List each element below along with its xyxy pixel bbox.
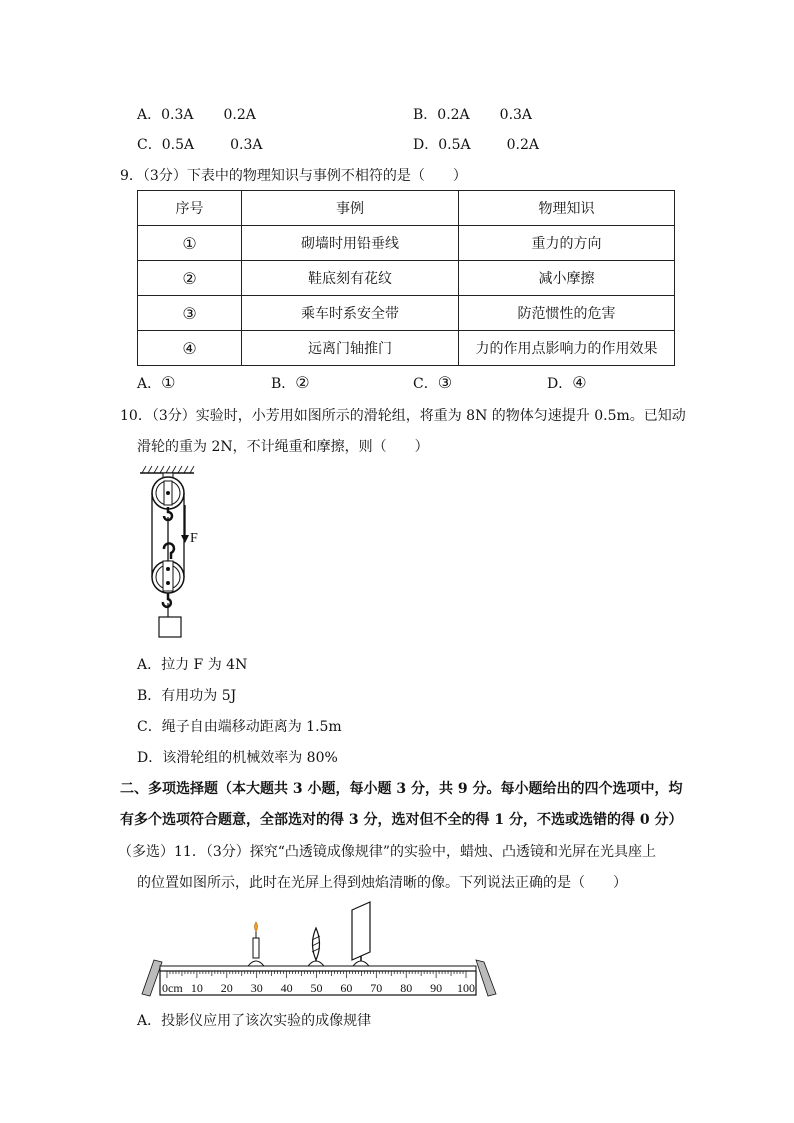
ruler-tick-label: 30 — [250, 981, 263, 995]
option-text: ① — [161, 373, 176, 392]
ruler-tick-label: 50 — [310, 981, 323, 995]
table-cell: ④ — [138, 331, 242, 366]
option-label: A． — [137, 107, 162, 123]
ruler-tick-label: 90 — [430, 981, 443, 995]
q8-option-b — [413, 104, 532, 124]
option-value-1: 0.5A — [438, 137, 471, 153]
table-cell: 重力的方向 — [459, 226, 675, 261]
option-label: C． — [413, 376, 438, 392]
ruler-tick-label: 80 — [400, 981, 413, 995]
table-cell: 乘车时系安全带 — [242, 296, 459, 331]
q9-option-d — [547, 373, 587, 393]
option-label: D． — [547, 376, 573, 392]
q10-option-a: A．拉力 F 为 4N — [137, 657, 248, 673]
option-value-1: 0.3A — [161, 107, 194, 123]
option-label: B． — [413, 107, 438, 123]
force-label: F — [190, 531, 198, 546]
table-cell: 减小摩擦 — [459, 261, 675, 296]
option-value-2: 0.2A — [223, 107, 256, 123]
option-label: C． — [137, 137, 162, 153]
table-cell: 远离门轴推门 — [242, 331, 459, 366]
table-cell: ② — [138, 261, 242, 296]
option-value-1: 0.5A — [161, 137, 195, 153]
q8-option-c — [137, 134, 262, 154]
ruler-tick-label: 20 — [220, 981, 233, 995]
q11-option-a: A．投影仪应用了该次实验的成像规律 — [137, 1013, 372, 1029]
q11-stem-line1: （多选）11．（3分）探究“凸透镜成像规律”的实验中，蜡烛、凸透镜和光屏在光具座上 — [118, 844, 657, 860]
table-cell: ① — [138, 226, 242, 261]
option-value-2: 0.3A — [230, 137, 263, 153]
table-row — [138, 226, 675, 261]
section2-heading-line2: 有多个选项符合题意，全部选对的得 3 分，选对但不全的得 1 分，不选或选错的得 0 分） — [120, 812, 683, 828]
q9-option-c — [413, 373, 452, 393]
q10-stem-line1: 10．（3分）实验时，小芳用如图所示的滑轮组，将重为 8N 的物体匀速提升 0.5m。已知动 — [120, 408, 686, 424]
ruler-tick-label: 10 — [190, 981, 203, 995]
table-header-row — [138, 191, 675, 226]
ruler-tick-label: 60 — [340, 981, 353, 995]
ruler-tick-label: 70 — [370, 981, 383, 995]
ruler-tick-label: 0cm — [162, 981, 183, 995]
q8-option-d — [413, 134, 539, 154]
q10-option-c: C．绳子自由端移动距离为 1.5m — [137, 719, 342, 735]
optical-bench-figure — [140, 898, 500, 1003]
q9-stem: 9．（3分）下表中的物理知识与事例不相符的是（ ） — [120, 168, 467, 184]
table-header: 序号 — [138, 191, 242, 226]
option-label: A． — [137, 376, 162, 392]
option-label: B． — [271, 376, 296, 392]
ruler-tick-label: 40 — [280, 981, 293, 995]
q10-option-b: B．有用功为 5J — [137, 688, 237, 704]
table-cell: 力的作用点影响力的作用效果 — [459, 331, 675, 366]
option-text: ② — [295, 373, 310, 392]
table-cell: ③ — [138, 296, 242, 331]
q11-stem-line2: 的位置如图所示，此时在光屏上得到烛焰清晰的像。下列说法正确的是（ ） — [137, 875, 627, 891]
option-text: ③ — [437, 373, 453, 392]
option-value-2: 0.2A — [506, 137, 539, 153]
table-row — [138, 296, 675, 331]
knowledge-table — [137, 190, 675, 366]
section2-heading-line1: 二、多项选择题（本大题共 3 小题，每小题 3 分，共 9 分。每小题给出的四个选项中，均 — [120, 781, 683, 797]
option-text: ④ — [572, 373, 587, 392]
ruler-tick-label: 100 — [457, 981, 475, 995]
table-header: 事例 — [242, 191, 459, 226]
q10-stem-line2: 滑轮的重为 2N，不计绳重和摩擦，则（ ） — [137, 439, 429, 455]
q9-option-a — [137, 373, 175, 393]
q9-option-b — [271, 373, 310, 393]
q10-option-d: D．该滑轮组的机械效率为 80% — [137, 750, 338, 766]
pulley-figure — [138, 465, 218, 640]
option-value-2: 0.3A — [499, 107, 533, 123]
table-cell: 防范惯性的危害 — [459, 296, 675, 331]
option-value-1: 0.2A — [437, 107, 470, 123]
option-label: D． — [413, 137, 439, 153]
table-header: 物理知识 — [459, 191, 675, 226]
table-cell: 鞋底刻有花纹 — [242, 261, 459, 296]
table-cell: 砌墙时用铅垂线 — [242, 226, 459, 261]
table-row — [138, 331, 675, 366]
table-row — [138, 261, 675, 296]
q8-option-a — [137, 104, 256, 124]
